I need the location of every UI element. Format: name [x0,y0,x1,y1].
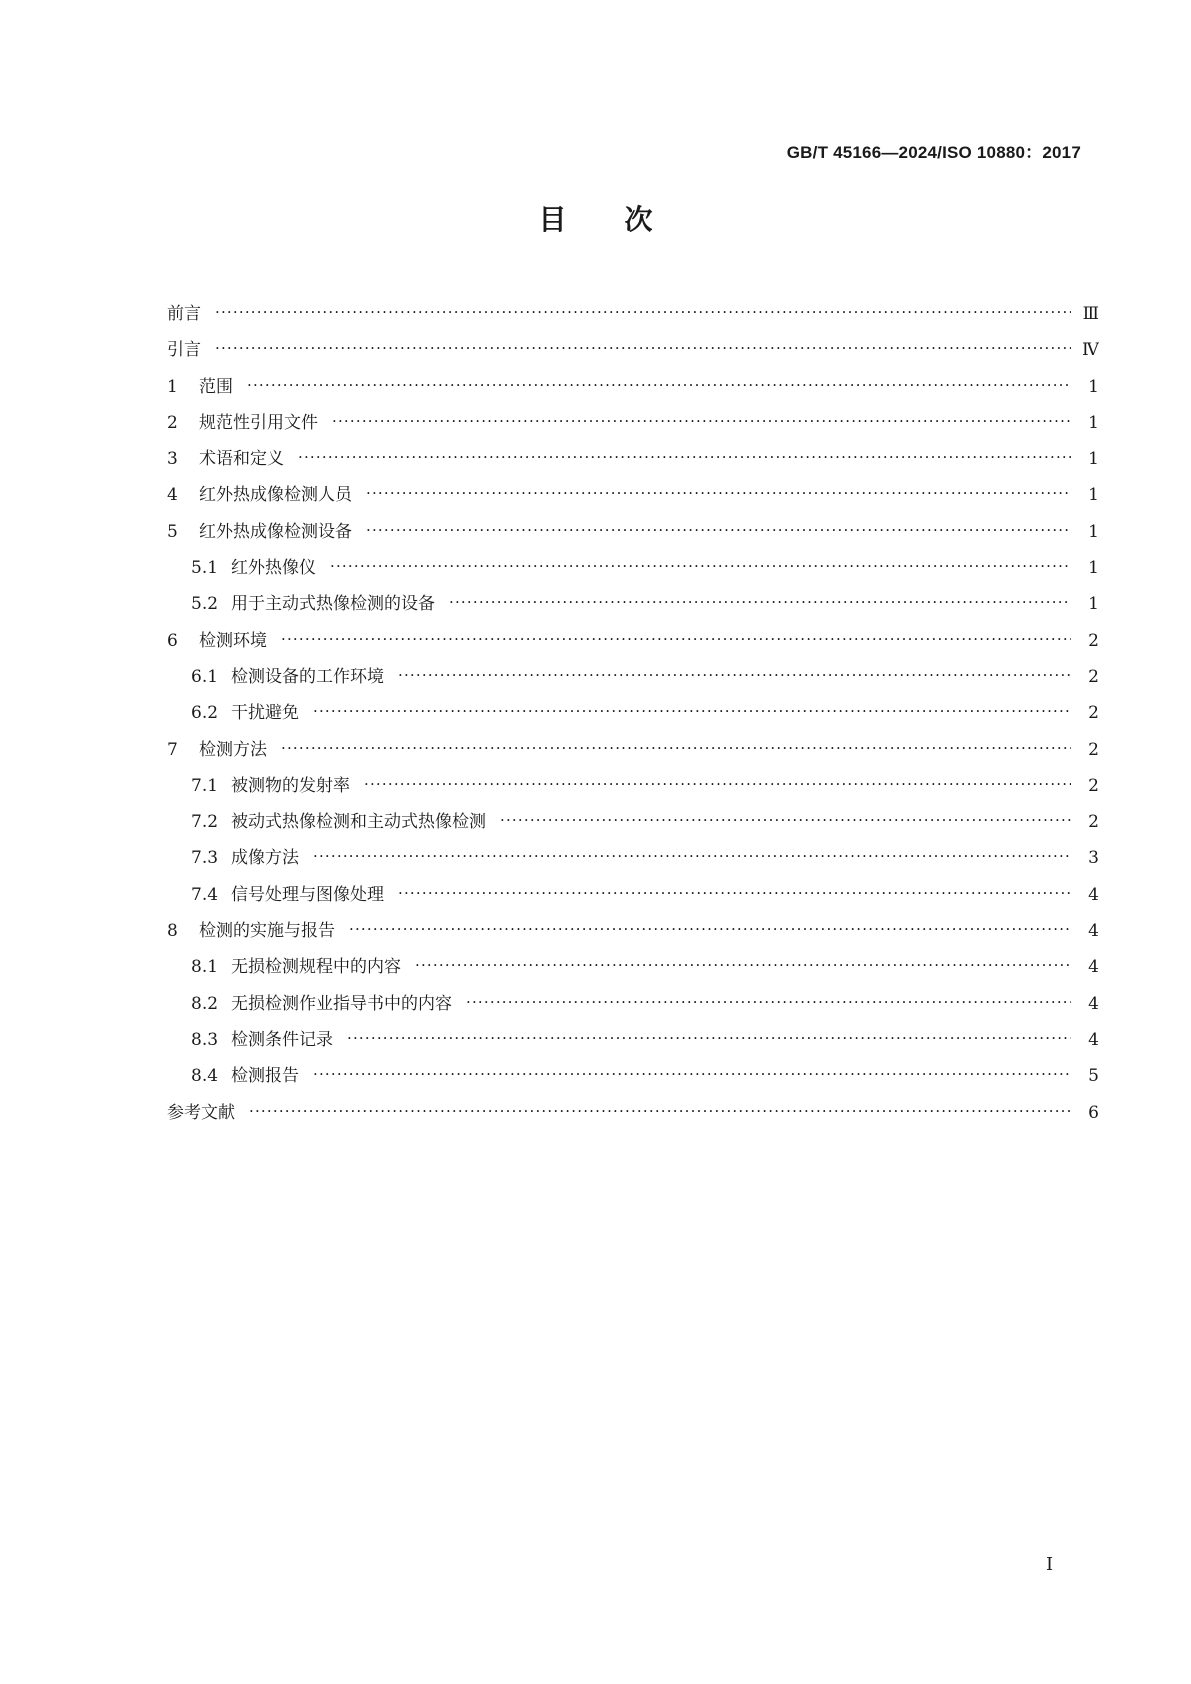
toc-entry[interactable] [167,1029,1099,1065]
toc-entry[interactable] [167,1065,1099,1101]
toc-entry-page: 4 [1088,993,1099,1014]
toc-entry[interactable] [167,993,1099,1029]
dot-leader [500,811,1071,831]
toc-entry-label: 引言 [167,340,201,361]
toc-entry[interactable] [167,739,1099,775]
toc-entry-page: 1 [1088,558,1099,579]
toc-entry[interactable] [167,702,1099,738]
dot-leader [349,920,1071,940]
toc-entry-label: 被动式热像检测和主动式热像检测 [231,812,486,833]
dot-leader [415,956,1071,976]
toc-entry-number: 5.1 [191,558,219,579]
toc-entry-label: 参考文献 [167,1102,235,1123]
toc-entry-label: 红外热成像检测人员 [199,485,352,506]
toc-entry[interactable] [167,448,1099,484]
dot-leader [347,1029,1071,1049]
toc-entry[interactable] [167,339,1099,375]
dot-leader [298,448,1071,468]
dot-leader [466,993,1071,1013]
toc-entry-number: 4 [167,485,178,506]
toc-entry[interactable] [167,956,1099,992]
toc-entry[interactable] [167,847,1099,883]
toc-entry-number: 6.2 [191,703,219,724]
toc-entry-page: 6 [1088,1102,1099,1123]
toc-entry-page: 1 [1088,485,1099,506]
toc-entry-number: 7.4 [191,884,219,905]
toc-entry[interactable] [167,412,1099,448]
toc-entry-page: 1 [1088,594,1099,615]
dot-leader [215,339,1071,359]
toc-entry[interactable] [167,521,1099,557]
table-of-contents [167,303,1099,1138]
toc-entry-label: 检测的实施与报告 [199,921,335,942]
toc-entry-label: 检测方法 [199,739,267,760]
toc-entry[interactable] [167,630,1099,666]
toc-entry-label: 被测物的发射率 [231,775,350,796]
page-title: 目次 [538,203,711,236]
toc-entry-page: 4 [1088,921,1099,942]
toc-entry-label: 检测环境 [199,630,267,651]
toc-entry[interactable] [167,811,1099,847]
toc-entry-number: 3 [167,449,178,470]
page-number: Ⅰ [1046,1554,1054,1575]
toc-entry-number: 5.2 [191,594,219,615]
toc-entry-page: 1 [1088,412,1099,433]
dot-leader [366,521,1071,541]
toc-entry-label: 用于主动式热像检测的设备 [231,594,435,615]
toc-entry-number: 6.1 [191,666,219,687]
toc-entry-page: 1 [1088,521,1099,542]
toc-entry-label: 检测报告 [231,1066,299,1087]
toc-entry-number: 8.1 [191,957,219,978]
dot-leader [281,630,1071,650]
toc-entry-page: Ⅲ [1082,304,1099,324]
toc-entry-number: 7 [167,739,178,760]
toc-entry-page: 2 [1088,703,1099,724]
toc-entry-number: 8.4 [191,1066,219,1087]
toc-entry-page: 2 [1088,666,1099,687]
dot-leader [449,593,1071,613]
dot-leader [332,412,1071,432]
dot-leader [366,484,1071,504]
toc-entry-page: 2 [1088,630,1099,651]
toc-entry-number: 8 [167,921,178,942]
toc-entry-label: 检测条件记录 [231,1029,333,1050]
dot-leader [313,702,1071,722]
toc-entry-label: 无损检测作业指导书中的内容 [231,993,452,1014]
toc-entry-page: 2 [1088,812,1099,833]
toc-entry[interactable] [167,376,1099,412]
dot-leader [215,303,1071,323]
toc-entry[interactable] [167,484,1099,520]
dot-leader [313,1065,1071,1085]
toc-entry-number: 8.2 [191,993,219,1014]
dot-leader [398,666,1071,686]
toc-entry-page: 4 [1088,1029,1099,1050]
toc-entry-label: 干扰避免 [231,703,299,724]
standard-code: GB/T 45166—2024/ISO 10880：2017 [786,143,1081,162]
toc-entry-number: 2 [167,412,178,433]
toc-entry-label: 范围 [199,376,233,397]
toc-entry-number: 1 [167,376,178,397]
toc-entry-page: Ⅳ [1082,340,1099,361]
toc-entry-label: 术语和定义 [199,449,284,470]
toc-entry-page: 5 [1088,1066,1099,1087]
toc-entry-label: 前言 [167,304,201,324]
dot-leader [313,847,1071,867]
toc-entry[interactable] [167,1102,1099,1138]
dot-leader [281,739,1071,759]
toc-entry-label: 成像方法 [231,848,299,869]
toc-entry[interactable] [167,884,1099,920]
dot-leader [330,557,1071,577]
toc-entry-page: 1 [1088,449,1099,470]
toc-entry-page: 4 [1088,957,1099,978]
toc-entry-label: 红外热成像检测设备 [199,521,352,542]
toc-entry-number: 7.1 [191,775,219,796]
dot-leader [247,376,1071,396]
toc-entry-label: 无损检测规程中的内容 [231,957,401,978]
toc-entry-label: 规范性引用文件 [199,412,318,433]
toc-entry-number: 6 [167,630,178,651]
toc-entry[interactable] [167,557,1099,593]
toc-entry-page: 1 [1088,376,1099,397]
toc-entry-page: 2 [1088,775,1099,796]
toc-entry[interactable] [167,920,1099,956]
dot-leader [364,775,1071,795]
toc-entry-number: 5 [167,521,178,542]
toc-entry-page: 3 [1088,848,1099,869]
toc-entry-label: 信号处理与图像处理 [231,884,384,905]
dot-leader [398,884,1071,904]
toc-entry-label: 红外热像仪 [231,558,316,579]
toc-entry-label: 检测设备的工作环境 [231,666,384,687]
toc-entry[interactable] [167,775,1099,811]
toc-entry-number: 8.3 [191,1029,219,1050]
dot-leader [249,1102,1071,1122]
toc-entry[interactable] [167,593,1099,629]
toc-entry-page: 4 [1088,884,1099,905]
toc-entry-page: 2 [1088,739,1099,760]
toc-entry[interactable] [167,303,1099,339]
toc-entry-number: 7.2 [191,812,219,833]
toc-entry[interactable] [167,666,1099,702]
toc-entry-number: 7.3 [191,848,219,869]
